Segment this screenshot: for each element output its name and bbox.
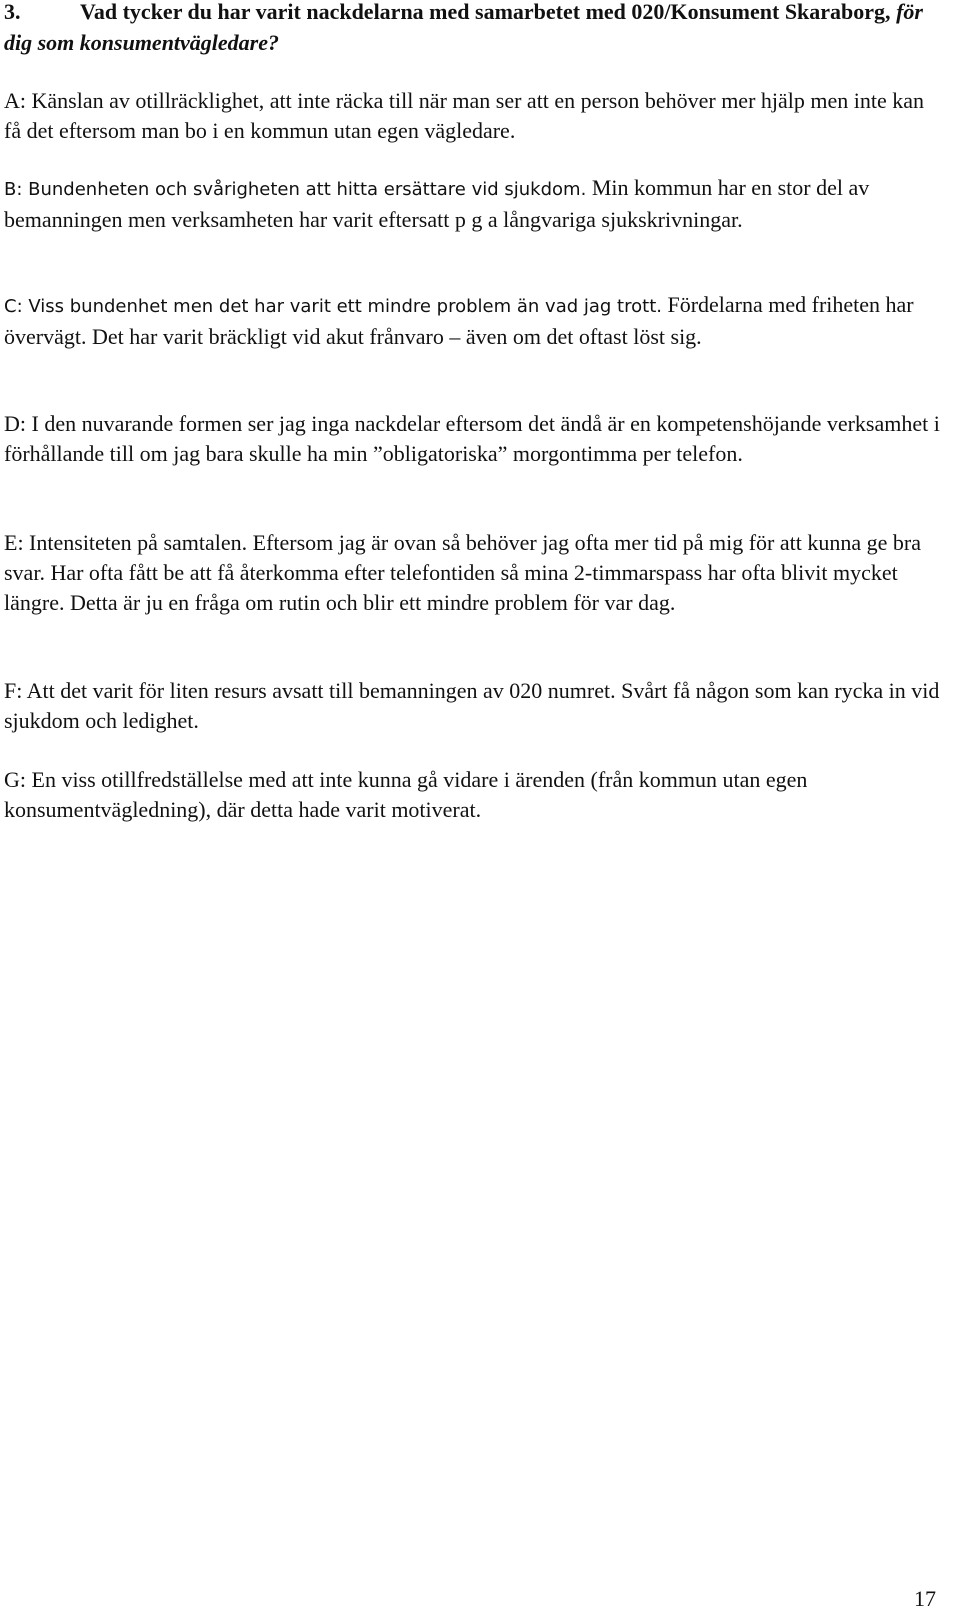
answer-a-text: A: Känslan av otillräcklighet, att inte räcka till när man ser att en person behöver mer hjälp men inte kan få det eftersom man bo i en kommun utan egen vägledare. xyxy=(4,88,925,143)
page-number: 17 xyxy=(914,1586,936,1611)
question-text-italic: för dig som konsumentvägledare? xyxy=(4,0,923,55)
answer-b-lead: B: Bundenheten och svårigheten att hitta ersättare vid sjukdom. xyxy=(4,179,587,200)
answer-c xyxy=(4,290,940,352)
answer-e xyxy=(4,528,940,618)
answer-d-text: D: I den nuvarande formen ser jag inga nackdelar eftersom det ändå är en kompetenshöjande verksamhet i förhållande till om jag bara skulle ha min ”obligatoriska” morgontimma per telefon. xyxy=(4,411,940,466)
answer-c-lead: C: Viss bundenhet men det har varit ett mindre problem än vad jag trott. xyxy=(4,296,662,317)
answer-c-text: Fördelarna med friheten har övervägt. Det har varit bräckligt vid akut frånvaro – även om det oftast löst sig. xyxy=(4,292,914,349)
answer-g xyxy=(4,765,940,825)
answer-a xyxy=(4,86,940,146)
answer-e-text: E: Intensiteten på samtalen. Eftersom jag är ovan så behöver jag ofta mer tid på mig för att kunna ge bra svar. Har ofta fått be att få återkomma efter telefontiden så mina 2-timmarspass har ofta blivit mycket längre. Detta är ju en fråga om rutin och blir ett mindre problem för var dag. xyxy=(4,530,921,615)
answer-d xyxy=(4,409,940,469)
question-heading xyxy=(4,0,944,58)
question-number: 3. xyxy=(4,0,21,24)
answer-b xyxy=(4,173,940,235)
answer-f xyxy=(4,676,940,736)
answer-f-text: F: Att det varit för liten resurs avsatt till bemanningen av 020 numret. Svårt få någon som kan rycka in vid sjukdom och ledighet. xyxy=(4,678,940,733)
answer-g-text: G: En viss otillfredställelse med att inte kunna gå vidare i ärenden (från kommun utan egen konsumentvägledning), där detta hade varit motiverat. xyxy=(4,767,808,822)
question-text: Vad tycker du har varit nackdelarna med samarbetet med 020/Konsument Skaraborg, xyxy=(80,0,891,24)
answer-b-text: Min kommun har en stor del av bemanningen men verksamheten har varit eftersatt p g a långvariga sjukskrivningar. xyxy=(4,175,870,232)
